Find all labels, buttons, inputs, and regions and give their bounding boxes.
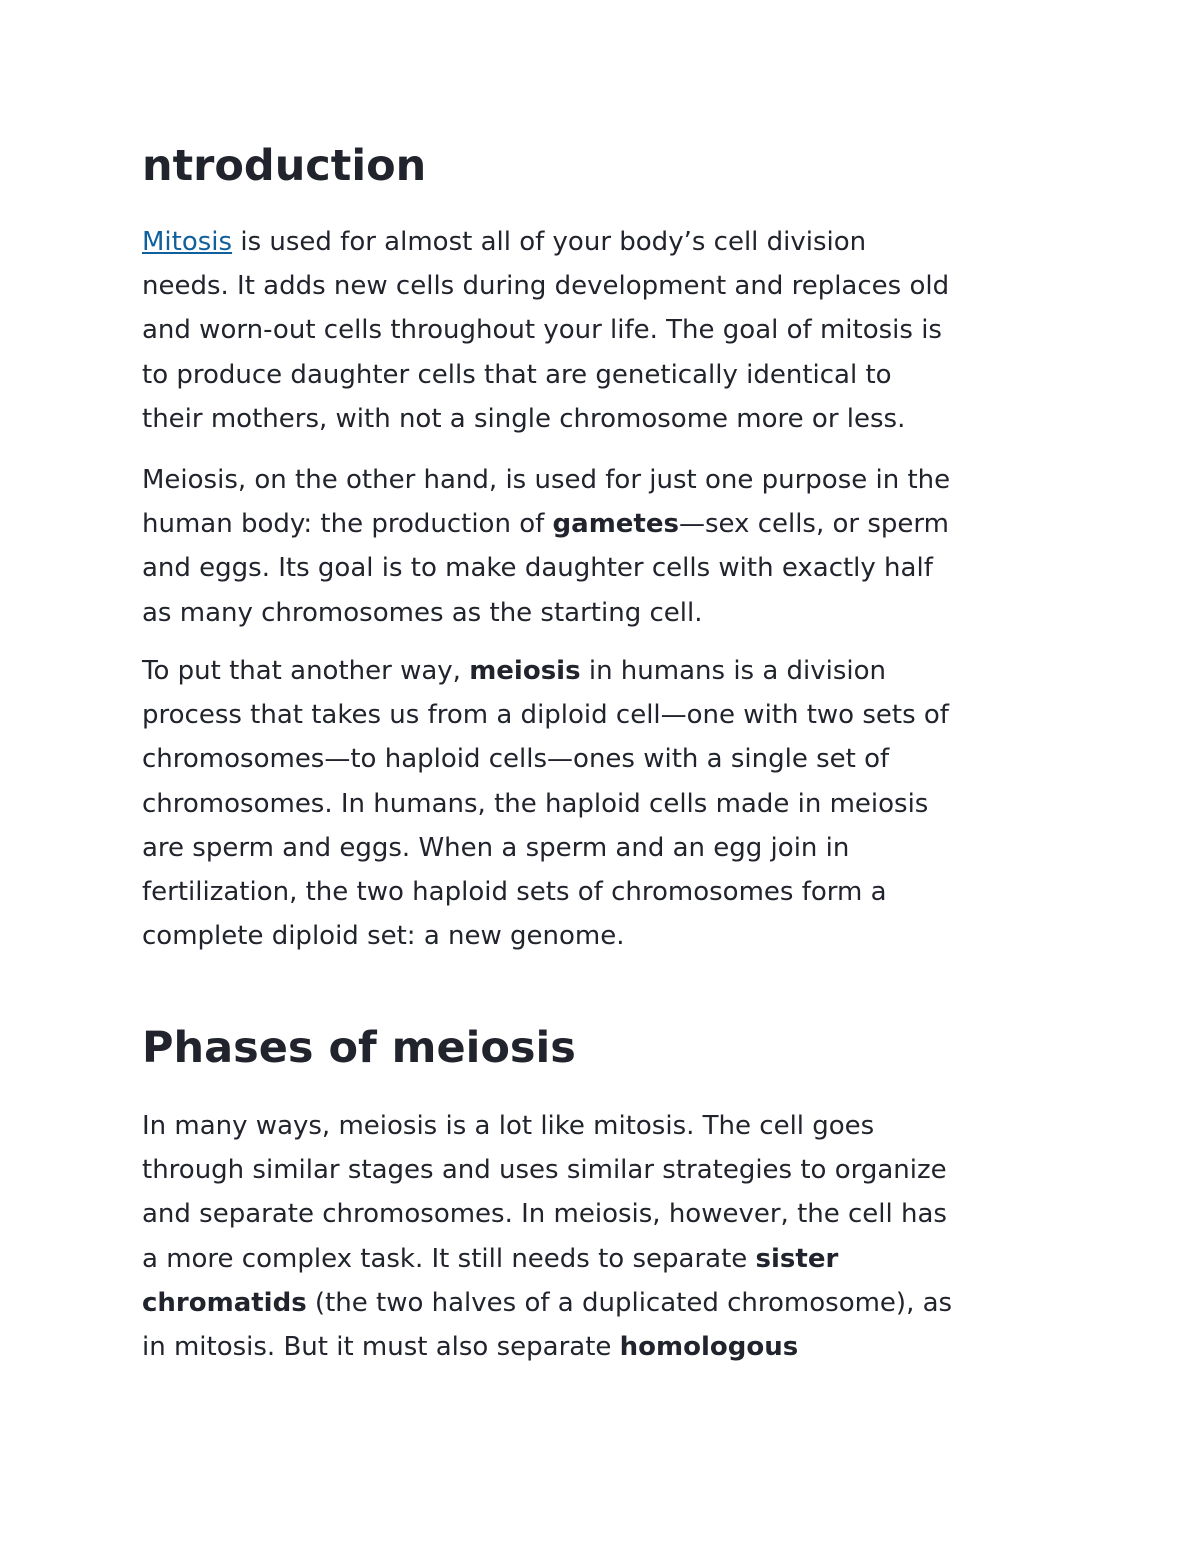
text-line [142,1325,952,1369]
text-segment: in humans is a division [580,656,887,686]
text-line: needs. It adds new cells during development and replaces old [142,271,950,302]
text-line: In many ways, meiosis is a lot like mitosis. The cell goes [142,1111,875,1141]
text-line: chromosomes—to haploid cells—ones with a single set of [142,744,890,775]
text-segment: —sex cells, or sperm [678,509,949,540]
text-segment: human body: the production of [142,509,553,540]
text-line: process that takes us from a diploid cell—one with two sets of [142,700,949,731]
bold-term-chromatids: chromatids [142,1287,307,1318]
text-segment: is used for almost all of your body’s cell division [232,227,867,257]
text-line: complete diploid set: a new genome. [142,921,625,952]
bold-term-gametes: gametes [552,509,679,540]
text-line: fertilization, the two haploid sets of chromosomes form a [142,877,887,908]
bold-term-homologous: homologous [619,1332,799,1363]
paragraph-phases-intro [142,1104,952,1369]
bold-term-sister: sister [755,1243,839,1274]
paragraph-meiosis-purpose [142,458,950,635]
text-line: and worn-out cells throughout your life. The goal of mitosis is [142,315,942,346]
text-line [142,649,949,693]
text-segment: (the two halves of a duplicated chromosome), as [306,1287,953,1318]
text-segment: in mitosis. But it must also separate [142,1332,620,1363]
text-line: to produce daughter cells that are genetically identical to [142,359,892,390]
text-line: their mothers, with not a single chromosome more or less. [142,403,906,434]
text-segment: To put that another way, [142,656,470,686]
text-line: Meiosis, on the other hand, is used for just one purpose in the [142,465,951,495]
text-line: through similar stages and uses similar strategies to organize [142,1155,947,1186]
text-line [142,1237,952,1281]
section-heading-introduction: ntroduction [142,141,427,191]
paragraph-mitosis [142,220,949,441]
text-line: and eggs. Its goal is to make daughter cells with exactly half [142,553,933,584]
text-line [142,220,949,264]
text-line: and separate chromosomes. In meiosis, however, the cell has [142,1199,947,1230]
section-heading-phases-of-meiosis: Phases of meiosis [142,1023,576,1073]
text-line: as many chromosomes as the starting cell. [142,597,703,628]
text-line [142,502,950,546]
mitosis-link[interactable]: Mitosis [142,227,233,257]
text-segment: a more complex task. It still needs to separate [142,1243,756,1274]
text-line: are sperm and eggs. When a sperm and an egg join in [142,832,850,863]
text-line: chromosomes. In humans, the haploid cells made in meiosis [142,788,929,819]
bold-term-meiosis: meiosis [469,656,581,686]
text-line [142,1281,952,1325]
paragraph-meiosis-diploid-haploid [142,649,949,958]
